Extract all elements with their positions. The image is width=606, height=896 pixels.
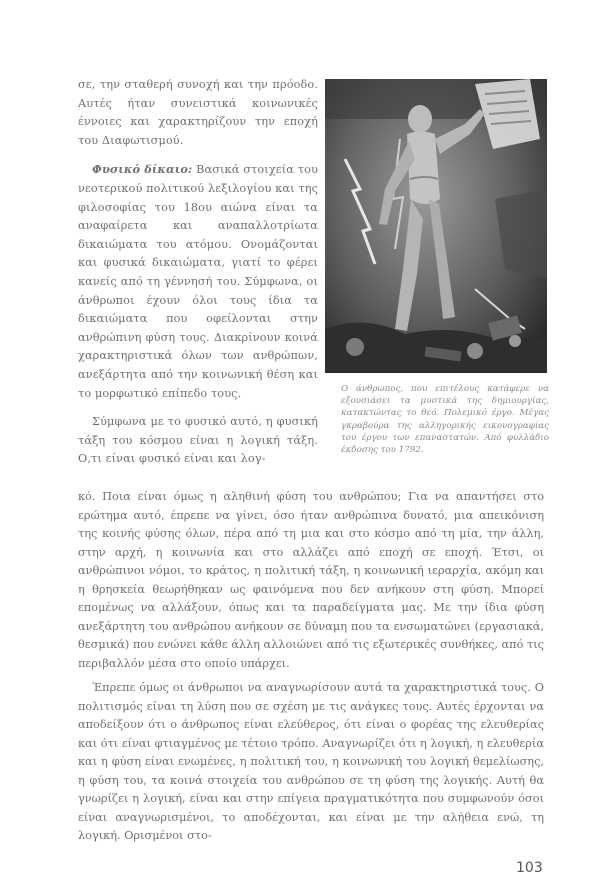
main-paragraph-1: κό. Ποια είναι όμως η αληθινή φύση του ανθρώπου; Για να απαντήσει στο ερώτημα αυτό, έπρεπε να γίνει, όσο ήταν ανθρώπινα δυνατό, μια απεικόνιση της κοινής φύσης όλων, πέρα από τη μια και στο κόσμο από τη μία, την άλλη, στην αρχή, η κοινωνία και στο αλλάζει από εποχή σε εποχή. Έτσι, οι ανθρώπινοι νόμοι, το κράτος, η πολιτική τάξη, η κοινωνική ιεραρχία, ακόμη και η θρησκεία θεωρήθηκαν ως φαινόμενα που δεν ανήκουν στη φύση. Μπορεί επομένως να αλλάξουν, όπως και τα παραδείγματα μας. Με την ίδια φύση ανεξάρτητη του ανθρώπου ανήκουν σε δύναμη που τα ενσωματώνει (εργασιακά, θεσμικά) που ενώνει κάθε άλλη αλλοιώνει από τις εξωτερικές συνθήκες, από τις περιβαλλόν μέσα στο οποίο υπάρχει. [78,490,544,670]
main-paragraph-2: Έπρεπε όμως οι άνθρωποι να αναγνωρίσουν αυτά τα χαρακτηριστικά τους. Ο πολιτισμός είναι τη λύση που σε σχέση με τις ανάγκες τους. Αυτές έρχονται να αποδείξουν ότι ο άνθρωπος είναι ελεύθερος, ότι είναι ο φορέας της ελευθερίας και ότι είναι φτιαγμένος με τέτοιο τρόπο. Αναγνωρίζει ότι η λογική, η ελευθερία και η φύση είναι ενωμένες, η πολιτική του, η κοινωνική του λογική θεμελίωσης, η φύση του, τα κοινά στοιχεία του ανθρώπου σε τη φύση της λογικής. Αυτή θα γνωρίζει η λογική, είναι και στην επίγεια πραγματικότητα που συμφωνούν όσοι είναι αναγνωρισμένοι, το αποδέχονται, και είναι με την αλήθεια ενώ, τη λογική. Ορισμένοι στο- [78,681,544,842]
engraving-illustration [325,79,547,373]
allegorical-engraving [325,79,547,373]
left-paragraph-3: Σύμφωνα με το φυσικό αυτό, η φυσική τάξη του κόσμου είναι η λογική τάξη. Ο,τι είναι φυσικό είναι και λογ- [78,415,318,466]
left-column [78,76,318,479]
natural-law-body: Βασικά στοιχεία του νεοτερικού πολιτικού λεξιλογίου και της φιλοσοφίας του 18ου αιώνα είναι τα αναφαίρετα και αναπαλλοτρίωτα δικαιώματα του ατόμου. Ονομάζονται και φυσικά δικαιώματα, γιατί το φέρει κανείς από τη γέννησή του. Σύμφωνα, οι άνθρωποι έχουν όλοι τους ίδια τα δικαιώματα που οφείλονται στην ανθρώπινη φύση τους. Διακρίνουν κοινά χαρακτηριστικά όλων των ανθρώπων, ανεξάρτητα από την κοινωνική θέση και το μορφωτικό επίπεδο τους. [78,163,318,400]
page-number: 103 [516,860,543,876]
natural-law-heading: Φυσικό δίκαιο: [92,162,193,177]
natural-law-paragraph [78,160,318,403]
figure-caption: Ο άνθρωπος, που επιτέλους κατάφερε να εξουσιάσει τα μυστικά της δημιουργίας, κατακτώντας το θεό. Πολεμικό έργο. Μέγας γκραβούρα της αλληγορικής εικονογραφίας του έργου των επαναστατών. Από φυλλάδιο έκδοσης του 1792. [341,384,549,456]
main-text [78,488,544,852]
left-paragraph-1: σε, την σταθερή συνοχή και την πρόοδο. Αυτές ήταν συνειστικά κοινωνικές έννοιες και χαρακτηρίζουν την εποχή του Διαφωτισμού. [78,78,318,147]
